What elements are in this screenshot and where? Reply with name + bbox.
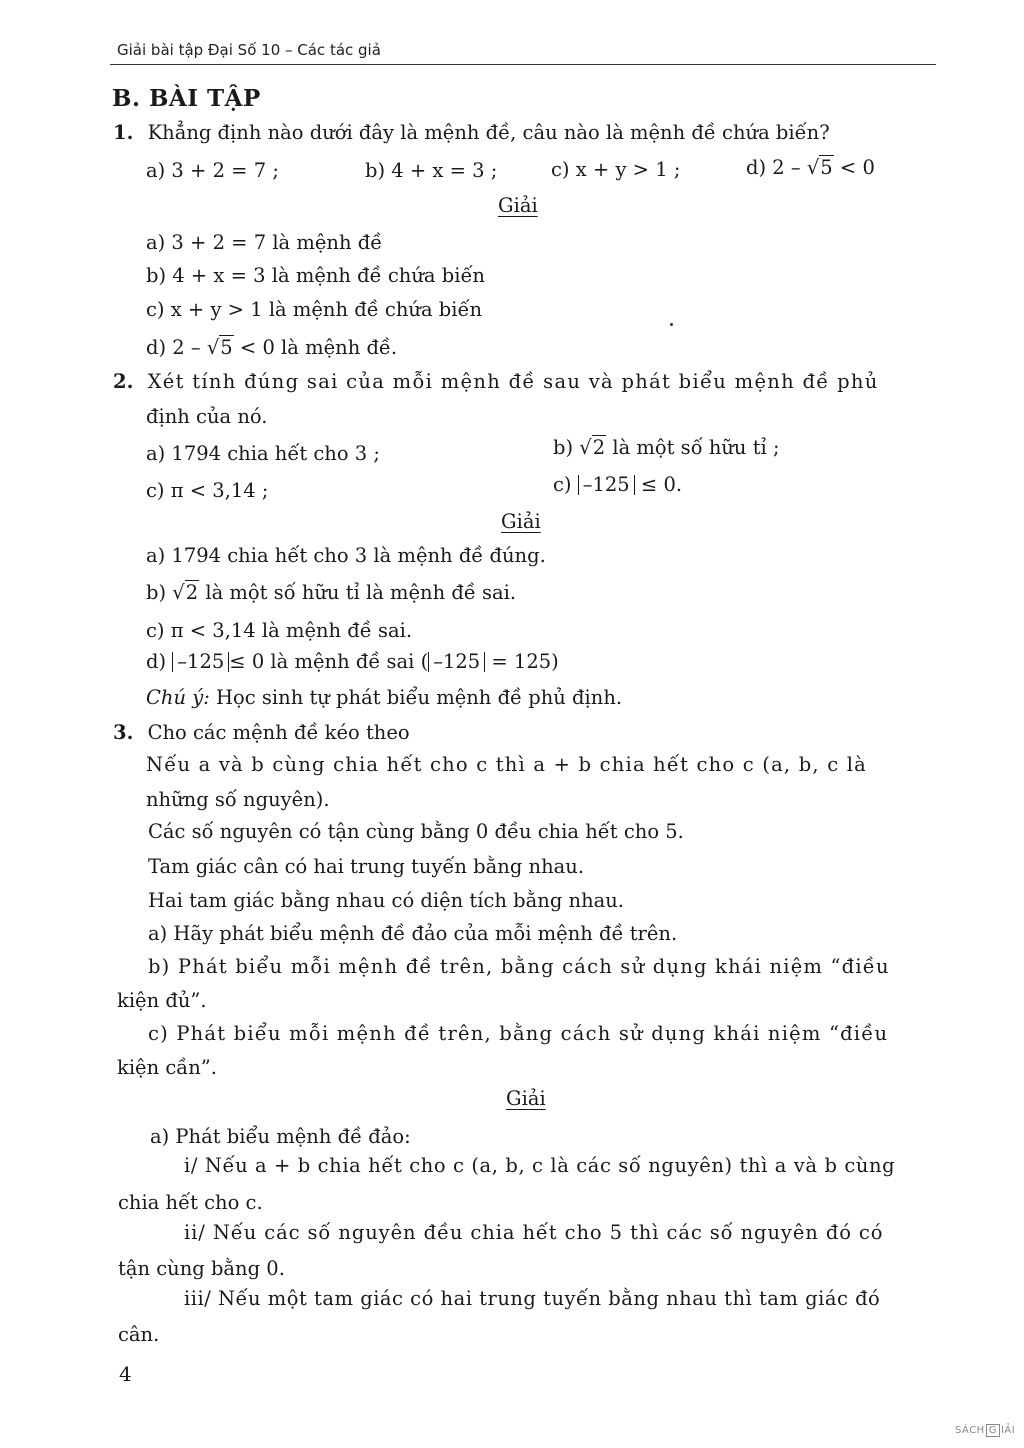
sqrt-expression: √2 bbox=[172, 581, 199, 604]
sqrt-expression: √5 bbox=[206, 336, 233, 359]
stray-dot bbox=[670, 323, 673, 326]
option-d-prefix: c) bbox=[553, 473, 578, 496]
absolute-value: –125 bbox=[428, 652, 485, 672]
option-b-suffix: là một số hữu tỉ ; bbox=[606, 436, 780, 459]
problem-1-question bbox=[113, 123, 830, 143]
p1-solution-heading: Giải bbox=[498, 194, 538, 217]
p3-statement-1-line1: Nếu a và b cùng chia hết cho c thì a + b chia hết cho c (a, b, c là bbox=[146, 753, 867, 776]
p2-option-a: a) 1794 chia hết cho 3 ; bbox=[146, 442, 380, 465]
intro-text: Cho các mệnh đề kéo theo bbox=[147, 721, 410, 744]
answer-d-suffix: = 125) bbox=[485, 650, 559, 673]
p3-statement-2: Các số nguyên có tận cùng bằng 0 đều chia hết cho 5. bbox=[148, 820, 684, 843]
p1-answer-a: a) 3 + 2 = 7 là mệnh đề bbox=[146, 231, 383, 254]
radicand: 2 bbox=[592, 436, 606, 459]
problem-number: 1. bbox=[113, 121, 134, 144]
radicand: 2 bbox=[185, 581, 199, 604]
p3-solution-iii-line1: iii/ Nếu một tam giác có hai trung tuyến bằng nhau thì tam giác đó bbox=[184, 1287, 881, 1310]
problem-number: 2. bbox=[113, 370, 134, 393]
site-logo bbox=[955, 1424, 1015, 1437]
p1-answer-c: c) x + y > 1 là mệnh đề chứa biến bbox=[146, 298, 483, 321]
radicand: 5 bbox=[820, 156, 833, 179]
option-d-prefix: d) 2 – bbox=[746, 156, 807, 179]
p3-solution-ii-line2: tận cùng bằng 0. bbox=[118, 1257, 285, 1280]
p1-option-c: c) x + y > 1 ; bbox=[551, 158, 681, 181]
p3-question-b-line1: b) Phát biểu mỗi mệnh đề trên, bằng cách sử dụng khái niệm “điều bbox=[148, 955, 890, 978]
p3-solution-a: a) Phát biểu mệnh đề đảo: bbox=[150, 1125, 411, 1148]
logo-text-suffix: IẢI bbox=[1000, 1425, 1016, 1436]
absolute-value: –125 bbox=[172, 652, 229, 672]
answer-d-middle: ≤ 0 là mệnh đề sai ( bbox=[229, 650, 429, 673]
p3-statement-4: Hai tam giác bằng nhau có diện tích bằng nhau. bbox=[148, 889, 625, 912]
absolute-value: –125 bbox=[578, 475, 635, 495]
problem-3-intro bbox=[113, 723, 410, 743]
logo-box-letter: G bbox=[986, 1424, 1000, 1437]
p3-question-a: a) Hãy phát biểu mệnh đề đảo của mỗi mệnh đề trên. bbox=[148, 922, 678, 945]
problem-number: 3. bbox=[113, 721, 134, 744]
page-number: 4 bbox=[119, 1362, 132, 1386]
problem-2-question-line2: định của nó. bbox=[146, 405, 268, 428]
problem-2-question bbox=[113, 372, 879, 392]
option-d-suffix: < 0 bbox=[833, 156, 875, 179]
p2-option-d bbox=[553, 475, 682, 495]
p1-option-b: b) 4 + x = 3 ; bbox=[365, 159, 498, 182]
answer-d-suffix: < 0 là mệnh đề. bbox=[233, 336, 398, 359]
note-text: Học sinh tự phát biểu mệnh đề phủ định. bbox=[209, 686, 623, 709]
p3-statement-3: Tam giác cân có hai trung tuyến bằng nhau. bbox=[148, 855, 585, 878]
answer-b-prefix: b) bbox=[146, 581, 173, 604]
p3-question-c-line1: c) Phát biểu mỗi mệnh đề trên, bằng cách sử dụng khái niệm “điều bbox=[148, 1022, 889, 1045]
p1-option-d bbox=[746, 158, 875, 178]
logo-text-prefix: SÁCH bbox=[955, 1425, 985, 1436]
p1-option-a: a) 3 + 2 = 7 ; bbox=[146, 159, 279, 182]
header-divider bbox=[110, 64, 936, 65]
section-title: B. BÀI TẬP bbox=[112, 85, 261, 112]
p3-solution-heading: Giải bbox=[506, 1087, 546, 1110]
answer-d-prefix: d) bbox=[146, 650, 173, 673]
p2-answer-b bbox=[146, 583, 516, 603]
sqrt-expression: √5 bbox=[806, 156, 833, 179]
p2-option-b bbox=[553, 438, 780, 458]
answer-d-prefix: d) 2 – bbox=[146, 336, 207, 359]
p1-answer-b: b) 4 + x = 3 là mệnh đề chứa biến bbox=[146, 264, 485, 287]
option-b-prefix: b) bbox=[553, 436, 580, 459]
running-header: Giải bài tập Đại Số 10 – Các tác giả bbox=[117, 41, 381, 59]
p3-solution-ii-line1: ii/ Nếu các số nguyên đều chia hết cho 5 thì các số nguyên đó có bbox=[184, 1221, 884, 1244]
p2-answer-d bbox=[146, 652, 559, 672]
p1-answer-d bbox=[146, 338, 397, 358]
option-d-suffix: ≤ 0. bbox=[634, 473, 683, 496]
answer-b-suffix: là một số hữu tỉ là mệnh đề sai. bbox=[199, 581, 517, 604]
question-text-line1: Xét tính đúng sai của mỗi mệnh đề sau và phát biểu mệnh đề phủ bbox=[147, 370, 879, 393]
p2-option-c: c) π < 3,14 ; bbox=[146, 479, 269, 502]
p2-solution-heading: Giải bbox=[501, 510, 541, 533]
p2-answer-c: c) π < 3,14 là mệnh đề sai. bbox=[146, 619, 413, 642]
radicand: 5 bbox=[220, 336, 233, 359]
p3-question-c-line2: kiện cần”. bbox=[117, 1056, 217, 1079]
p3-solution-i-line2: chia hết cho c. bbox=[118, 1191, 263, 1214]
p3-solution-i-line1: i/ Nếu a + b chia hết cho c (a, b, c là các số nguyên) thì a và b cùng bbox=[184, 1154, 896, 1177]
p2-note bbox=[146, 688, 622, 708]
note-label: Chú ý: bbox=[146, 686, 210, 709]
p3-question-b-line2: kiện đủ”. bbox=[117, 989, 207, 1012]
sqrt-expression: √2 bbox=[579, 436, 606, 459]
p3-solution-iii-line2: cân. bbox=[118, 1323, 160, 1346]
question-text: Khẳng định nào dưới đây là mệnh đề, câu nào là mệnh đề chứa biến? bbox=[147, 121, 830, 144]
p3-statement-1-line2: những số nguyên). bbox=[146, 788, 330, 811]
p2-answer-a: a) 1794 chia hết cho 3 là mệnh đề đúng. bbox=[146, 544, 546, 567]
